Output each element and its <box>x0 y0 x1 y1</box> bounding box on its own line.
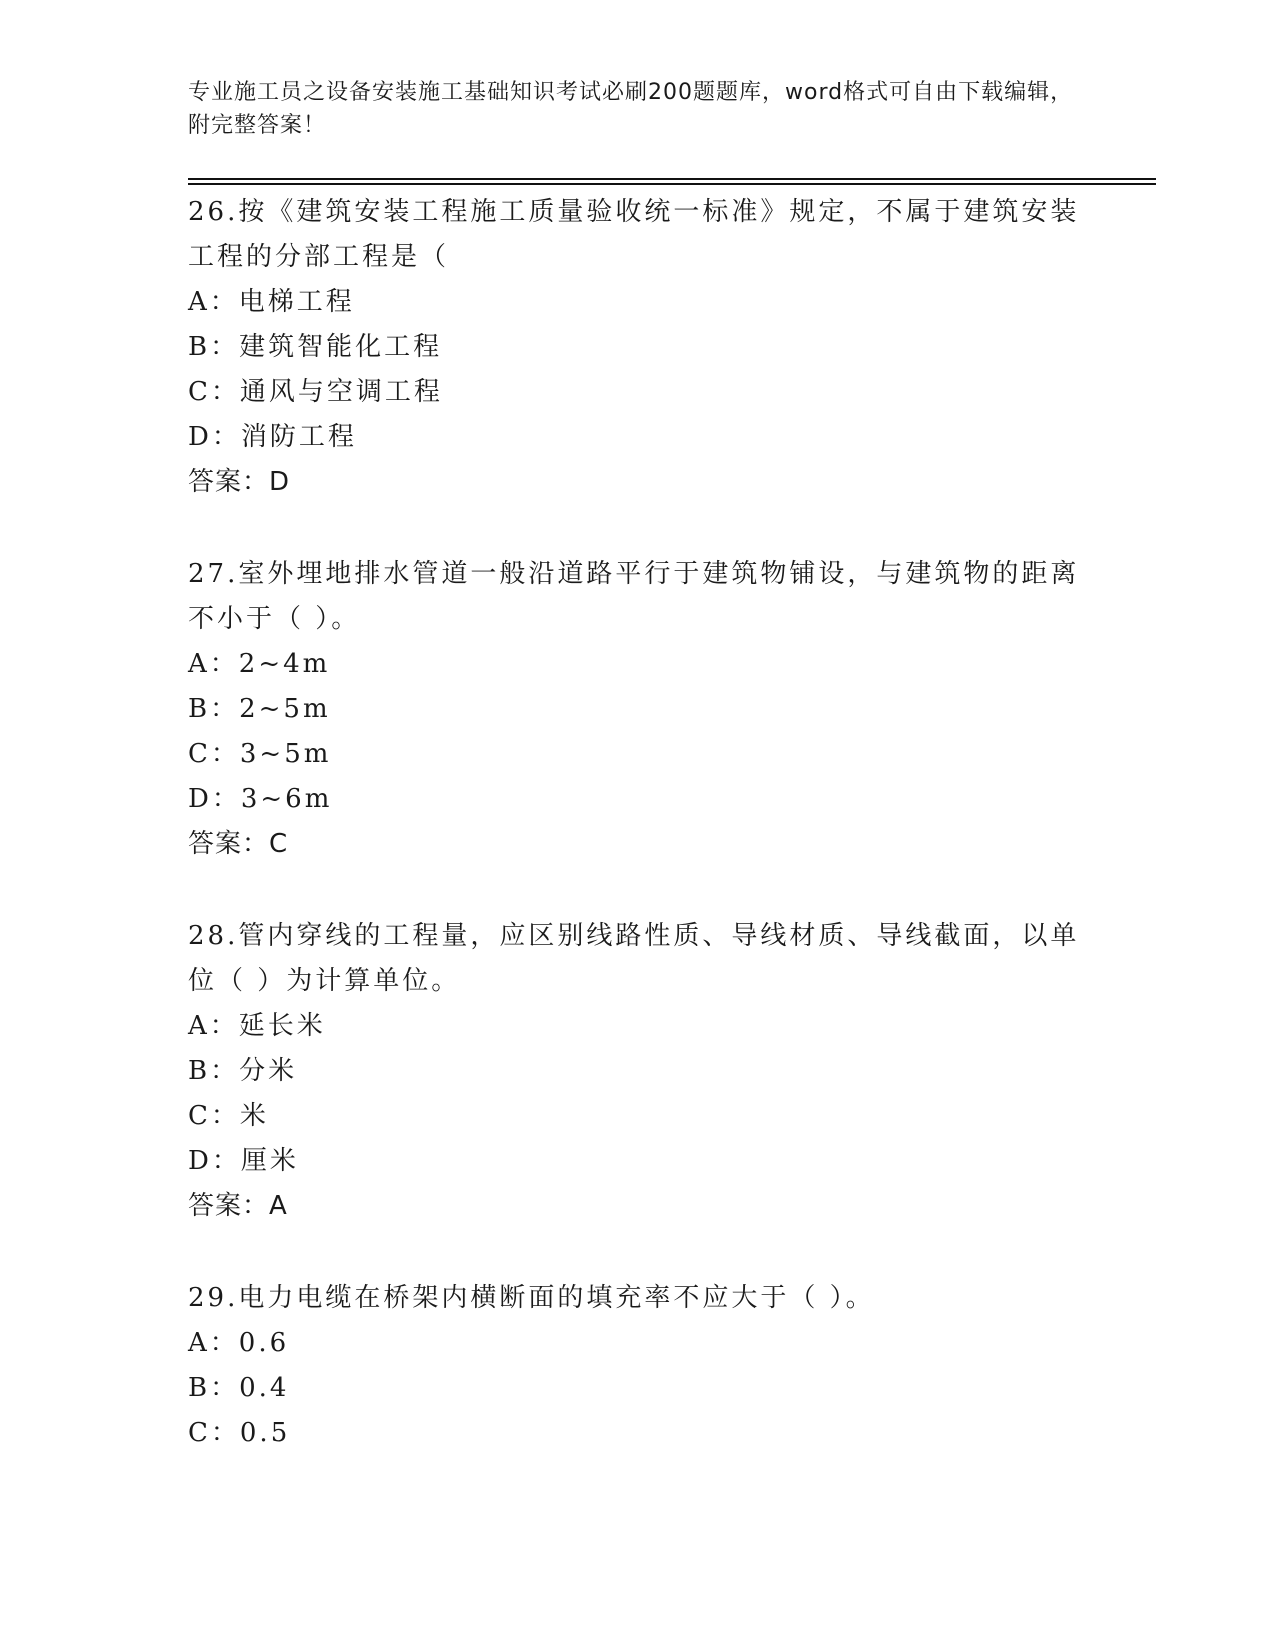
question-stem: 29.电力电缆在桥架内横断面的填充率不应大于（ ）。 <box>188 1283 875 1313</box>
option-d: D：厘米 <box>188 1146 299 1176</box>
question-27 <box>188 552 1088 867</box>
answer-line: 答案：D <box>188 467 291 497</box>
option-b: B：建筑智能化工程 <box>188 332 443 362</box>
question-28 <box>188 914 1088 1229</box>
option-b: B：2~5m <box>188 694 331 724</box>
option-d: D：3~6m <box>188 784 333 814</box>
question-26 <box>188 190 1088 505</box>
answer-line: 答案：A <box>188 1191 288 1221</box>
question-stem: 27.室外埋地排水管道一般沿道路平行于建筑物铺设，与建筑物的距离不小于（ ）。 <box>188 559 1080 634</box>
option-b: B：0.4 <box>188 1373 290 1403</box>
option-a: A：电梯工程 <box>188 287 355 317</box>
option-a: A：2~4m <box>188 649 331 679</box>
option-b: B：分米 <box>188 1056 298 1086</box>
option-c: C：3~5m <box>188 739 332 769</box>
option-d: D：消防工程 <box>188 422 357 452</box>
header-divider-bottom <box>188 183 1156 185</box>
option-c: C：通风与空调工程 <box>188 377 443 407</box>
option-a: A：延长米 <box>188 1011 326 1041</box>
answer-line: 答案：C <box>188 829 289 859</box>
question-29 <box>188 1276 1088 1456</box>
header-divider-top <box>188 178 1156 180</box>
document-header: 专业施工员之设备安装施工基础知识考试必刷200题题库，word格式可自由下载编辑，附完整答案！ <box>188 80 1074 138</box>
option-c: C：米 <box>188 1101 269 1131</box>
question-list <box>188 190 1088 1503</box>
option-c: C：0.5 <box>188 1418 291 1448</box>
question-stem: 26.按《建筑安装工程施工质量验收统一标准》规定，不属于建筑安装工程的分部工程是（ <box>188 197 1080 272</box>
question-stem: 28.管内穿线的工程量，应区别线路性质、导线材质、导线截面，以单位（ ）为计算单位。 <box>188 921 1080 996</box>
option-a: A：0.6 <box>188 1328 290 1358</box>
